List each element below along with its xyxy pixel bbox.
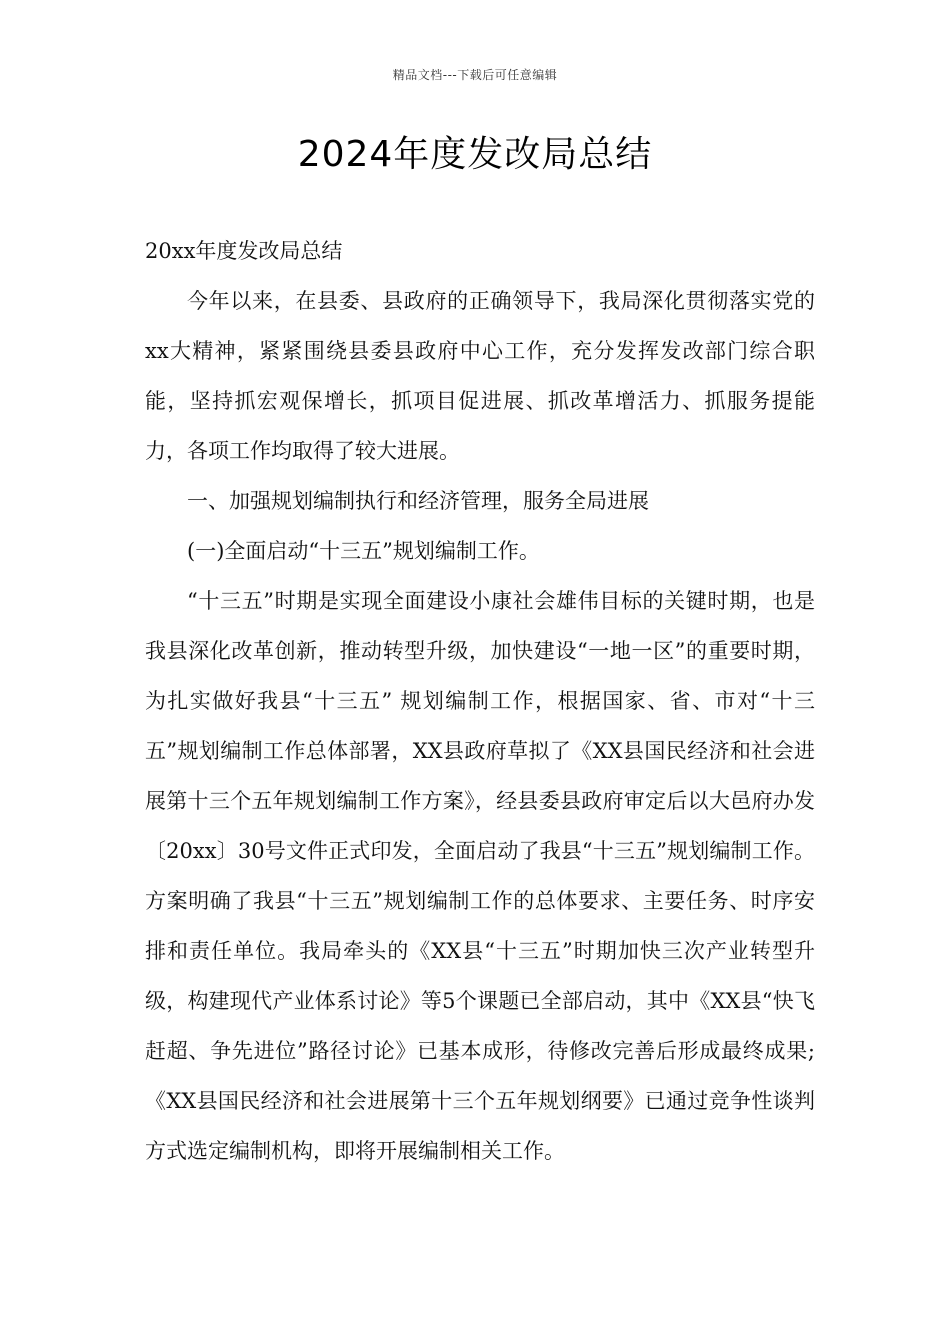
- document-body: [145, 226, 815, 1176]
- intro-paragraph: 今年以来，在县委、县政府的正确领导下，我局深化贯彻落实党的xx大精神，紧紧围绕县委县政府中心工作，充分发挥发改部门综合职能，坚持抓宏观保增长，抓项目促进展、抓改革增活力、抓服务提能力，各项工作均取得了较大进展。: [145, 289, 815, 463]
- header-note: 精品文档---下载后可任意编辑: [392, 68, 558, 82]
- document-title: 2024年度发改局总结: [297, 134, 653, 175]
- body-paragraph: “十三五”时期是实现全面建设小康社会雄伟目标的关键时期，也是我县深化改革创新，推动转型升级，加快建设“一地一区”的重要时期，为扎实做好我县“十三五” 规划编制工作，根据国家、省、市对“十三五”规划编制工作总体部署，XX县政府草拟了《XX县国民经济和社会进展第十三个五年规划编制工作方案》，经县委县政府审定后以大邑府办发〔20xx〕30号文件正式印发，全面启动了我县“十三五”规划编制工作。方案明确了我县“十三五”规划编制工作的总体要求、主要任务、时序安排和责任单位。我局牵头的《XX县“十三五”时期加快三次产业转型升级，构建现代产业体系讨论》等5个课题已全部启动，其中《XX县“快飞赶超、争先进位”路径讨论》已基本成形，待修改完善后形成最终成果;《XX县国民经济和社会进展第十三个五年规划纲要》已通过竞争性谈判方式选定编制机构，即将开展编制相关工作。: [145, 589, 815, 1163]
- subtitle-line: 20xx年度发改局总结: [145, 239, 343, 263]
- subsection-heading: (一)全面启动“十三五”规划编制工作。: [187, 539, 540, 563]
- section-heading: 一、加强规划编制执行和经济管理，服务全局进展: [187, 489, 649, 513]
